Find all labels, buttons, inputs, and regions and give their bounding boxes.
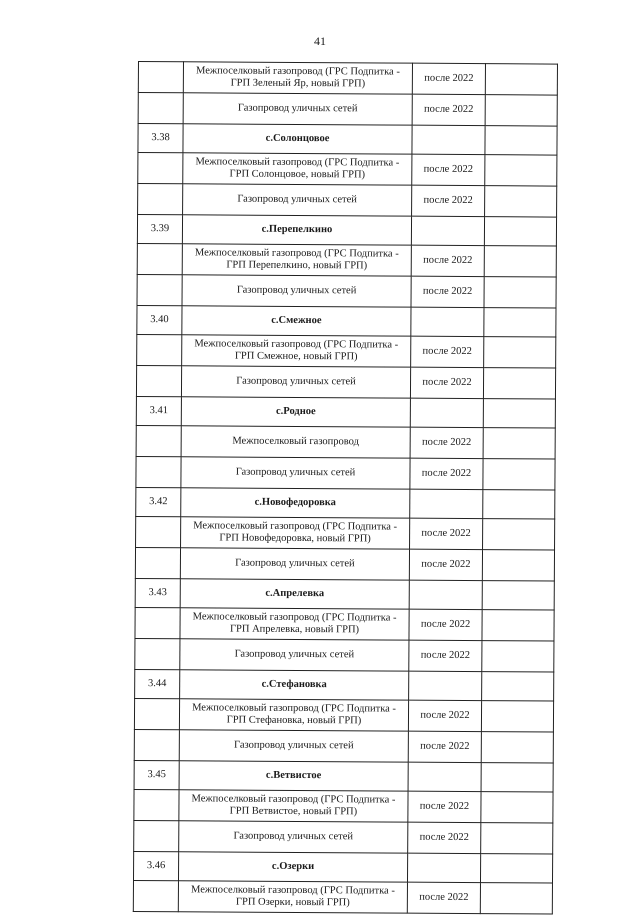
empty-cell bbox=[484, 246, 556, 277]
row-number-cell: 3.43 bbox=[135, 578, 180, 607]
empty-cell bbox=[481, 792, 553, 823]
empty-cell bbox=[483, 490, 555, 519]
term-cell bbox=[410, 398, 483, 427]
settlement-name-cell: с.Новофедоровка bbox=[181, 488, 410, 518]
table-row bbox=[134, 820, 553, 854]
table-row bbox=[137, 334, 556, 368]
object-name-cell: Межпоселковый газопровод (ГРС Подпитка - ГРП Стефановка, новый ГРП) bbox=[179, 699, 408, 731]
row-number-cell bbox=[137, 243, 182, 274]
empty-cell bbox=[480, 883, 552, 914]
table-row bbox=[136, 456, 555, 490]
row-number-cell: 3.44 bbox=[135, 669, 180, 698]
row-number-cell bbox=[135, 607, 180, 638]
table-row bbox=[134, 789, 553, 823]
row-number-cell: 3.39 bbox=[137, 215, 182, 244]
term-cell: после 2022 bbox=[411, 336, 484, 367]
object-name-cell: Межпоселковый газопровод (ГРС Подпитка - ГРП Зеленый Яр, новый ГРП) bbox=[183, 62, 412, 94]
empty-cell bbox=[483, 368, 555, 399]
object-name-cell: Межпоселковый газопровод (ГРС Подпитка - ГРП Солонцовое, новый ГРП) bbox=[183, 153, 412, 185]
row-number-cell bbox=[136, 425, 181, 456]
settlement-row bbox=[137, 215, 556, 247]
settlement-row bbox=[135, 578, 554, 610]
empty-cell bbox=[482, 672, 554, 701]
empty-cell bbox=[481, 701, 553, 732]
row-number-cell bbox=[134, 698, 179, 729]
settlement-name-cell: с.Ветвистое bbox=[179, 761, 408, 791]
table-row bbox=[136, 365, 555, 399]
object-name-cell: Газопровод уличных сетей bbox=[179, 730, 408, 762]
empty-cell bbox=[482, 610, 554, 641]
row-number-cell: 3.38 bbox=[138, 124, 183, 153]
table-row bbox=[138, 93, 557, 127]
term-cell: после 2022 bbox=[411, 276, 484, 307]
term-cell bbox=[409, 671, 482, 700]
row-number-cell bbox=[137, 274, 182, 305]
row-number-cell: 3.41 bbox=[136, 396, 181, 425]
term-cell bbox=[412, 125, 485, 154]
settlement-name-cell: с.Смежное bbox=[182, 306, 411, 336]
object-name-cell: Межпоселковый газопровод (ГРС Подпитка - ГРП Озерки, новый ГРП) bbox=[178, 881, 407, 913]
term-cell: после 2022 bbox=[410, 518, 483, 549]
table-row bbox=[133, 880, 552, 914]
term-cell: после 2022 bbox=[408, 791, 481, 822]
term-cell: после 2022 bbox=[410, 367, 483, 398]
settlement-name-cell: с.Перепелкино bbox=[182, 215, 411, 245]
term-cell: после 2022 bbox=[410, 458, 483, 489]
empty-cell bbox=[485, 64, 557, 95]
row-number-cell bbox=[138, 184, 183, 215]
term-cell bbox=[409, 580, 482, 609]
empty-cell bbox=[484, 337, 556, 368]
term-cell bbox=[411, 216, 484, 245]
empty-cell bbox=[485, 95, 557, 126]
object-name-cell: Межпоселковый газопровод (ГРС Подпитка - ГРП Ветвистое, новый ГРП) bbox=[179, 790, 408, 822]
empty-cell bbox=[481, 732, 553, 763]
object-name-cell: Газопровод уличных сетей bbox=[181, 457, 410, 489]
term-cell: после 2022 bbox=[408, 700, 481, 731]
row-number-cell bbox=[136, 516, 181, 547]
object-name-cell: Газопровод уличных сетей bbox=[183, 93, 412, 125]
row-number-cell bbox=[134, 729, 179, 760]
object-name-cell: Межпоселковый газопровод (ГРС Подпитка - ГРП Смежное, новый ГРП) bbox=[182, 335, 411, 367]
table-row bbox=[138, 62, 557, 96]
row-number-cell: 3.42 bbox=[136, 487, 181, 516]
object-name-cell: Газопровод уличных сетей bbox=[180, 548, 409, 580]
empty-cell bbox=[483, 399, 555, 428]
settlement-name-cell: с.Стефановка bbox=[180, 670, 409, 700]
gas-pipeline-table bbox=[133, 61, 558, 915]
row-number-cell bbox=[138, 93, 183, 124]
term-cell: после 2022 bbox=[409, 609, 482, 640]
object-name-cell: Газопровод уличных сетей bbox=[182, 275, 411, 307]
empty-cell bbox=[482, 581, 554, 610]
settlement-row bbox=[136, 487, 555, 519]
empty-cell bbox=[484, 217, 556, 246]
empty-cell bbox=[483, 519, 555, 550]
object-name-cell: Газопровод уличных сетей bbox=[181, 366, 410, 398]
object-name-cell: Межпоселковый газопровод (ГРС Подпитка - ГРП Перепелкино, новый ГРП) bbox=[182, 244, 411, 276]
table-row bbox=[137, 243, 556, 277]
table-row bbox=[134, 729, 553, 763]
empty-cell bbox=[481, 763, 553, 792]
row-number-cell bbox=[133, 880, 178, 911]
settlement-row bbox=[136, 396, 555, 428]
empty-cell bbox=[485, 155, 557, 186]
term-cell: после 2022 bbox=[412, 185, 485, 216]
page-number: 41 bbox=[314, 34, 326, 48]
empty-cell bbox=[483, 428, 555, 459]
term-cell: после 2022 bbox=[412, 154, 485, 185]
table-row bbox=[138, 153, 557, 187]
row-number-cell: 3.45 bbox=[134, 760, 179, 789]
row-number-cell bbox=[137, 334, 182, 365]
term-cell: после 2022 bbox=[407, 882, 480, 913]
table-row bbox=[136, 425, 555, 459]
empty-cell bbox=[480, 854, 552, 883]
term-cell bbox=[408, 762, 481, 791]
settlement-name-cell: с.Озерки bbox=[178, 852, 407, 882]
settlement-name-cell: с.Родное bbox=[181, 397, 410, 427]
object-name-cell: Газопровод уличных сетей bbox=[183, 184, 412, 216]
table-row bbox=[134, 698, 553, 732]
object-name-cell: Газопровод уличных сетей bbox=[179, 821, 408, 853]
row-number-cell bbox=[136, 365, 181, 396]
object-name-cell: Газопровод уличных сетей bbox=[180, 639, 409, 671]
object-name-cell: Межпоселковый газопровод (ГРС Подпитка - ГРП Апрелевка, новый ГРП) bbox=[180, 608, 409, 640]
term-cell: после 2022 bbox=[411, 245, 484, 276]
settlement-row bbox=[137, 305, 556, 337]
row-number-cell bbox=[135, 547, 180, 578]
term-cell bbox=[410, 489, 483, 518]
settlement-name-cell: с.Солонцовое bbox=[183, 124, 412, 154]
object-name-cell: Межпоселковый газопровод (ГРС Подпитка - ГРП Новофедоровка, новый ГРП) bbox=[181, 517, 410, 549]
empty-cell bbox=[483, 459, 555, 490]
table-row bbox=[137, 274, 556, 308]
term-cell: после 2022 bbox=[409, 549, 482, 580]
empty-cell bbox=[481, 823, 553, 854]
empty-cell bbox=[482, 641, 554, 672]
settlement-row bbox=[135, 669, 554, 701]
settlement-row bbox=[134, 760, 553, 792]
empty-cell bbox=[484, 308, 556, 337]
row-number-cell bbox=[138, 153, 183, 184]
row-number-cell bbox=[135, 638, 180, 669]
row-number-cell bbox=[138, 62, 183, 93]
settlement-name-cell: с.Апрелевка bbox=[180, 579, 409, 609]
term-cell: после 2022 bbox=[408, 731, 481, 762]
row-number-cell bbox=[134, 789, 179, 820]
table-row bbox=[135, 638, 554, 672]
term-cell bbox=[411, 307, 484, 336]
row-number-cell bbox=[136, 456, 181, 487]
term-cell: после 2022 bbox=[409, 640, 482, 671]
term-cell bbox=[407, 853, 480, 882]
table-row bbox=[136, 516, 555, 550]
settlement-row bbox=[138, 124, 557, 156]
row-number-cell bbox=[134, 820, 179, 851]
table-row bbox=[138, 184, 557, 218]
row-number-cell: 3.46 bbox=[133, 851, 178, 880]
term-cell: после 2022 bbox=[410, 427, 483, 458]
empty-cell bbox=[485, 186, 557, 217]
object-name-cell: Межпоселковый газопровод bbox=[181, 426, 410, 458]
settlement-row bbox=[133, 851, 552, 883]
table-row bbox=[135, 607, 554, 641]
term-cell: после 2022 bbox=[408, 822, 481, 853]
term-cell: после 2022 bbox=[412, 94, 485, 125]
empty-cell bbox=[482, 550, 554, 581]
term-cell: после 2022 bbox=[412, 63, 485, 94]
table-row bbox=[135, 547, 554, 581]
empty-cell bbox=[485, 126, 557, 155]
empty-cell bbox=[484, 277, 556, 308]
row-number-cell: 3.40 bbox=[137, 305, 182, 334]
